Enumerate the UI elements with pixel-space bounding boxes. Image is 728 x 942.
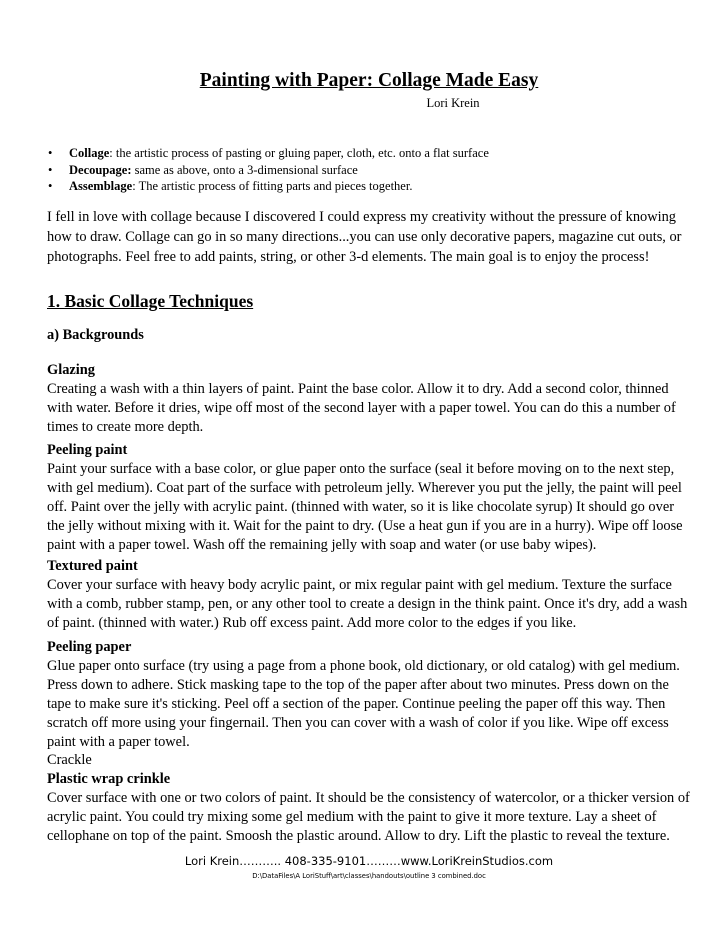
list-item — [47, 178, 489, 195]
footer-contact-text: Lori Krein……….. 408-335-9101………www.LoriKreinStudios.com — [184, 854, 554, 868]
definition-term: Decoupage: — [69, 162, 132, 177]
bullet-icon: • — [48, 162, 53, 177]
section-heading: 1. Basic Collage Techniques — [47, 291, 254, 311]
definition-text: : The artistic process of fitting parts and pieces together. — [132, 179, 413, 193]
section-peeling-paint — [47, 441, 695, 554]
author-name: Lori Krein — [426, 96, 480, 110]
subsection-heading: a) Backgrounds — [47, 327, 144, 343]
definition-term: Assemblage — [69, 179, 133, 193]
definition-term: Collage — [69, 146, 110, 160]
intro-paragraph: I fell in love with collage because I discovered I could express my creativity without the pressure of knowing how to draw. Collage can go in so many directions...you can use only decorative papers, magazine cut outs, or photographs. Feel free to add paints, string, or other 3-d elements. The main goal is to enjoy the process! — [47, 209, 682, 266]
section-peeling-paper — [47, 638, 695, 770]
definition-list — [47, 145, 489, 195]
footer-file-path — [0, 872, 728, 880]
bullet-icon: • — [48, 179, 53, 193]
section-body: Cover surface with one or two colors of paint. It should be the consistency of watercolor, or a thicker version of acrylic paint. You could try mixing some gel medium with the paint to give it more texture. Lay a sheet of cellophane on top of the paint. Smoosh the plastic around. Allow to dry. Lift the plastic to reveal the texture. — [47, 789, 690, 844]
document-title-text: Painting with Paper: Collage Made Easy — [199, 70, 539, 91]
section-title: Plastic wrap crinkle — [47, 771, 171, 787]
section-glazing — [47, 361, 695, 437]
definition-text: : the artistic process of pasting or gluing paper, cloth, etc. onto a flat surface — [109, 146, 489, 160]
bullet-icon: • — [48, 146, 53, 160]
section-title: Textured paint — [47, 558, 138, 574]
section-textured-paint — [47, 557, 695, 633]
section-body: Glue paper onto surface (try using a page from a phone book, old dictionary, or old catalog) with gel medium. Press down to adhere. Stick masking tape to the top of the paper after about two minutes. Press down on the tape to make sure it's sticking. Peel off a section of the paper. Continue peeling the paper off this way. Then scratch off more using your fingernail. Then you can cover with a wash of color if you like. Wipe off excess paint with a paper towel. — [47, 657, 680, 750]
section-title: Peeling paper — [47, 639, 132, 655]
section-plastic-wrap — [47, 770, 695, 846]
footer-file-path-text: D:\DataFiles\A LoriStuff\art\classes\handouts\outline 3 combined.doc — [252, 872, 486, 880]
author-line — [0, 96, 728, 111]
section-title: Peeling paint — [47, 442, 128, 458]
section-extra: Crackle — [47, 752, 92, 769]
section-body: Creating a wash with a thin layers of paint. Paint the base color. Allow it to dry. Add a second color, thinned with water. Before it dries, wipe off most of the second layer with a paper towel. You can do this a number of times to create more depth. — [47, 380, 676, 435]
footer-contact — [0, 854, 728, 868]
list-item — [47, 162, 489, 179]
section-body: Cover your surface with heavy body acrylic paint, or mix regular paint with gel medium. Texture the surface with a comb, rubber stamp, pen, or any other tool to create a design in the think paint. Once it's dry, add a wash of paint. (thinned with water.) Rub off excess paint. Add more color to the edges if you like. — [47, 576, 688, 631]
section-body: Paint your surface with a base color, or glue paper onto the surface (seal it before moving on to the next step, with gel medium). Coat part of the surface with petroleum jelly. Wherever you put the jelly, the paint will peel off. Paint over the jelly with acrylic paint. (thinned with water, so it is like chocolate syrup) It should go over the jelly without mixing with it. Wait for the paint to dry. (Use a heat gun if you are in a hurry). Wipe off loose paint with a paper towel. Wash off the remaining jelly with soap and water (or use baby wipes). — [47, 460, 683, 553]
document-title — [0, 70, 728, 92]
list-item — [47, 145, 489, 162]
definition-text: same as above, onto a 3-dimensional surface — [131, 162, 358, 177]
section-title: Glazing — [47, 362, 95, 378]
